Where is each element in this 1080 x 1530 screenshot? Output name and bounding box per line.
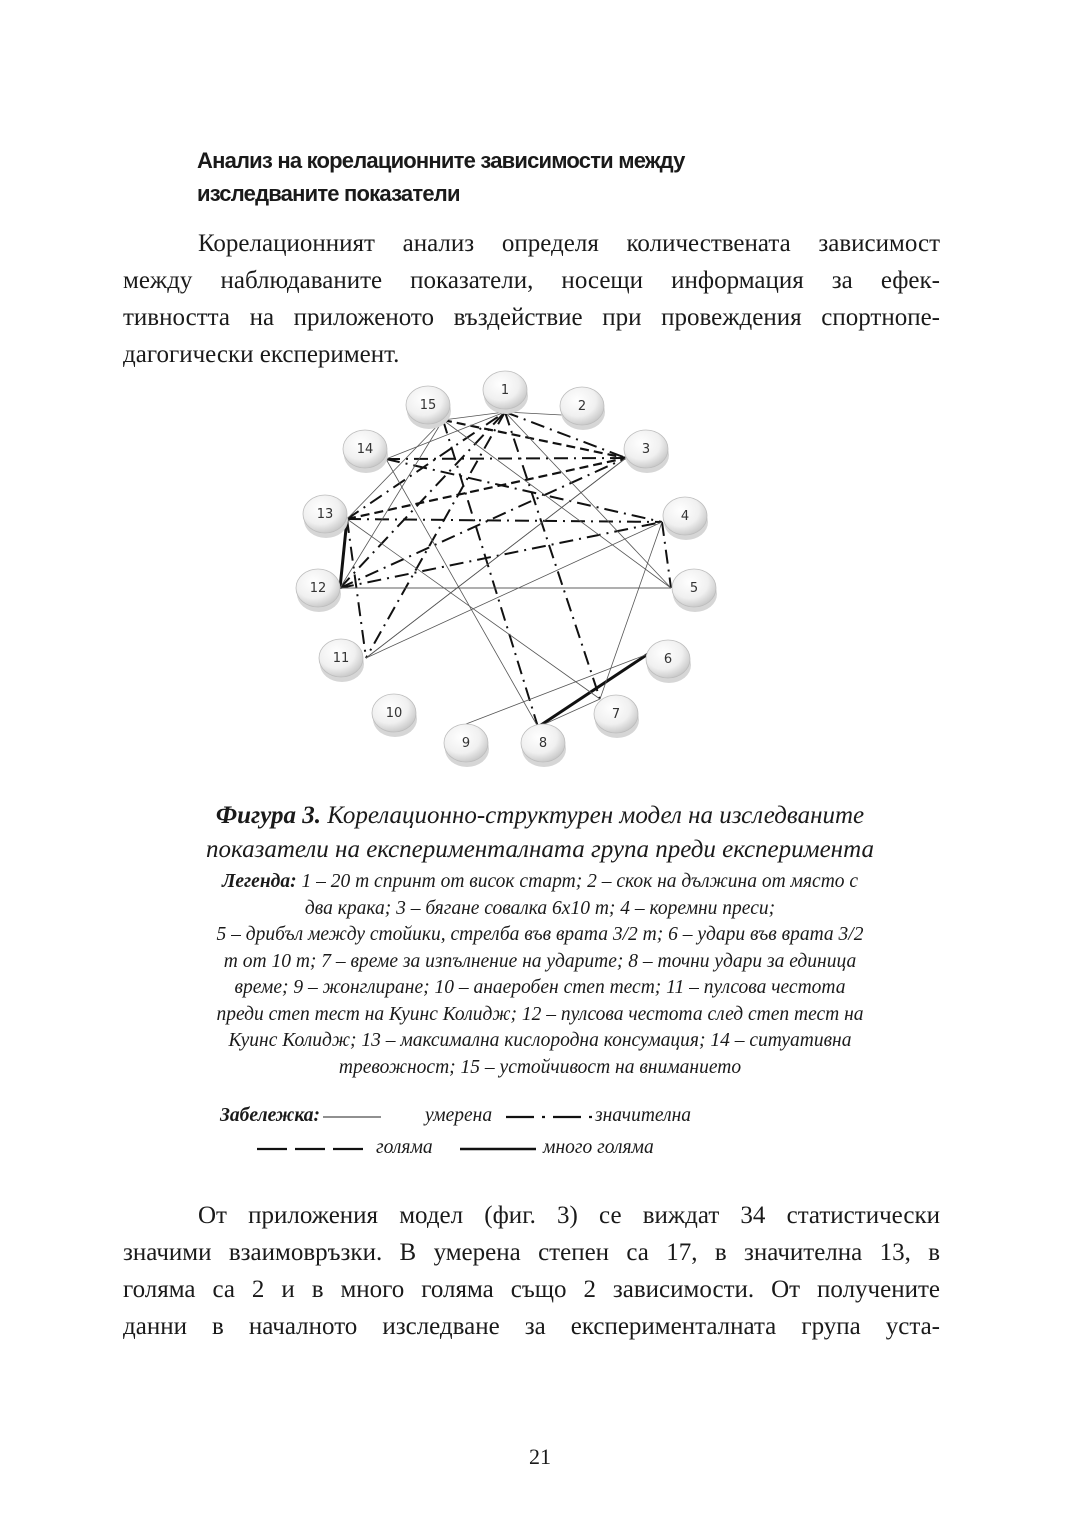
paragraph-line: дагогически експеримент. <box>123 341 400 368</box>
legend-line: време; 9 – жонглиране; 10 – анаеробен степ тест; 11 – пулсова честота <box>234 977 846 998</box>
legend-line: m от 10 m; 7 – време за изпълнение на ударите; 8 – точни удари за единица <box>223 950 857 972</box>
results-paragraph <box>123 1197 940 1345</box>
line-style-note <box>200 1105 880 1169</box>
node-label: 8 <box>538 736 548 751</box>
paragraph-line: голяма са 2 и в много голяма също 2 зависимости. От получените <box>123 1276 940 1303</box>
node-label: 11 <box>332 651 350 666</box>
node-label: 4 <box>680 509 690 524</box>
section-heading-line: изследваните показатели <box>197 181 460 206</box>
node-label: 7 <box>611 707 621 722</box>
node-label: 2 <box>577 399 587 414</box>
node-label: 12 <box>309 581 327 596</box>
paragraph-line: Корелационният анализ определя количествената зависимост <box>198 230 940 257</box>
paragraph-line: От приложения модел (фиг. 3) се виждат 34 статистически <box>198 1202 940 1229</box>
edge-14-8 <box>386 459 538 727</box>
intro-paragraph <box>123 225 940 373</box>
large-label: голяма <box>376 1137 433 1158</box>
node-12 <box>296 569 341 612</box>
figure-legend <box>120 869 960 1081</box>
node-label: 9 <box>461 736 471 751</box>
node-14 <box>343 430 388 473</box>
legend-label: Легенда: <box>221 871 297 892</box>
node-8 <box>521 724 566 767</box>
edge-13-4 <box>347 519 662 522</box>
paragraph-line: между наблюдаваните показатели, носещи информация за ефек- <box>123 267 940 294</box>
significant-line-sample <box>506 1112 592 1122</box>
nodes-layer <box>296 371 717 767</box>
significant-label: значителна <box>595 1105 692 1126</box>
node-4 <box>663 497 708 540</box>
paragraph-line: значими взаимовръзки. В умерена степен са 17, в значителна 13, в <box>123 1239 940 1266</box>
legend-line: преди степ тест на Куинс Колидж; 12 – пулсова честота след степ тест на <box>216 1003 864 1025</box>
figure-title: Корелационно-структурен модел на изследваните <box>320 802 865 829</box>
figure-caption <box>120 799 960 867</box>
paragraph-line: тивността на приложеното въздействие при провеждения спортнопе- <box>123 304 940 331</box>
edge-7-8 <box>538 699 600 727</box>
node-3 <box>624 430 669 473</box>
node-6 <box>646 640 691 683</box>
large-line-sample <box>257 1144 363 1154</box>
node-label: 6 <box>663 652 673 667</box>
node-label: 13 <box>316 507 334 522</box>
node-label: 15 <box>419 398 437 413</box>
edge-13-3 <box>347 458 626 519</box>
node-label: 14 <box>356 442 374 457</box>
node-1 <box>483 371 528 414</box>
node-label: 1 <box>500 383 510 398</box>
edge-3-11 <box>366 458 626 658</box>
legend-line: 5 – дрибъл между стойики, стрелба във врата 3/2 m; 6 – удари във врата 3/2 <box>216 924 864 945</box>
section-heading <box>197 144 897 210</box>
edge-1-7 <box>505 412 600 699</box>
node-label: 5 <box>689 581 699 596</box>
legend-line: тревожност; 15 – устойчивост на вниманието <box>338 1056 742 1078</box>
node-label: 3 <box>641 442 651 457</box>
node-2 <box>560 387 605 430</box>
section-heading-line: Анализ на корелационните зависимости между <box>197 148 685 173</box>
moderate-line-sample <box>323 1112 381 1122</box>
node-7 <box>594 695 639 738</box>
edge-12-4 <box>340 522 662 588</box>
very-large-label: много голяма <box>543 1137 654 1158</box>
correlation-network-diagram <box>290 372 720 777</box>
node-13 <box>303 495 348 538</box>
paragraph-line: данни в началното изследване за експерименталната група уста- <box>123 1313 940 1340</box>
note-label: Забележка: <box>220 1105 320 1126</box>
node-11 <box>319 639 364 682</box>
node-5 <box>672 569 717 612</box>
legend-line: Куинс Колидж; 13 – максимална кислородна консумация; 14 – ситуативна <box>228 1030 852 1051</box>
node-9 <box>444 724 489 767</box>
moderate-label: умерена <box>425 1105 493 1126</box>
edge-14-3 <box>386 458 626 459</box>
edge-13-11 <box>347 519 366 658</box>
edges-layer <box>340 412 671 727</box>
legend-line: два крака; 3 – бягане совалка 6х10 m; 4 – коремни преси; <box>304 897 776 919</box>
node-15 <box>406 386 451 429</box>
node-10 <box>372 694 417 737</box>
figure-title-line2: показатели на експерименталната група преди експеримента <box>206 836 874 863</box>
figure-label: Фигура 3. <box>215 802 321 829</box>
legend-line: 1 – 20 m спринт от висок старт; 2 – скок на дължина от място с <box>296 871 859 892</box>
page-number: 21 <box>529 1444 551 1469</box>
node-label: 10 <box>385 706 403 721</box>
very-large-line-sample <box>460 1144 536 1154</box>
